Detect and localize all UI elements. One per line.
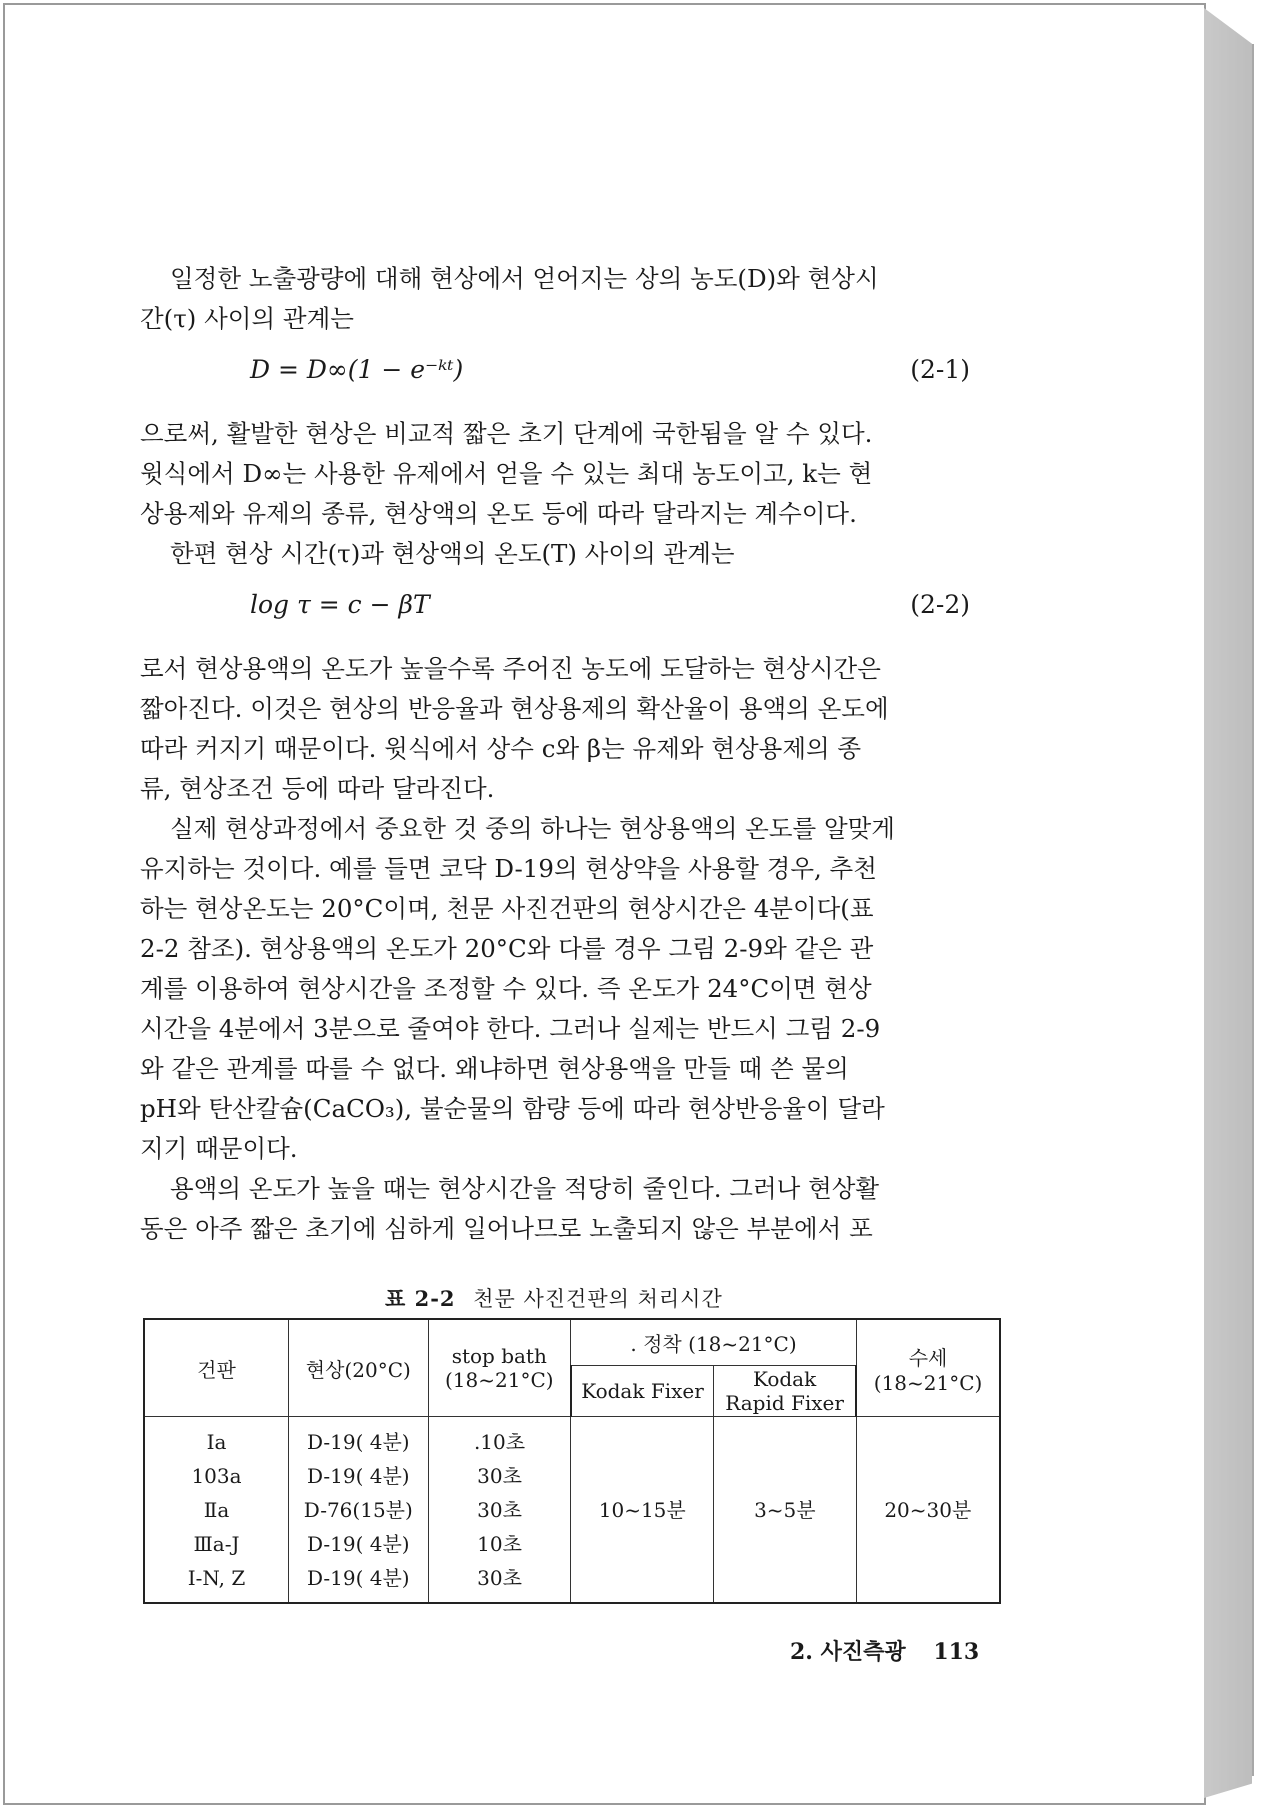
running-footer [790,1635,979,1666]
stop-bath-cell: 30초 [477,1463,522,1488]
stop-bath-cell: 30초 [477,1497,522,1522]
develop-cell: D-19( 4분) [306,1565,410,1590]
stop-bath-cell: 30초 [477,1565,522,1590]
chapter-title: 2. 사진측광 [790,1639,906,1665]
stop-bath-cell: .10초 [473,1429,526,1454]
text-line: 한편 현상 시간(τ)과 현상액의 온도(T) 사이의 관계는 [170,539,735,568]
plate-cell: Ⅰa [206,1429,227,1454]
text-line: 따라 커지기 때문이다. 윗식에서 상수 c와 β는 유제와 현상용제의 종 [140,734,862,763]
page-number: 113 [933,1639,980,1665]
text-line: 실제 현상과정에서 중요한 것 중의 하나는 현상용액의 온도를 알맞게 [170,814,895,843]
text-line: 2-2 참조). 현상용액의 온도가 20°C와 다를 경우 그림 2-9와 같은 관 [140,934,874,963]
text-line: 간(τ) 사이의 관계는 [140,304,354,333]
plate-column [144,1417,289,1604]
equation-expression: D = D∞(1 − e⁻ᵏᵗ) [250,355,464,384]
equation-2-1 [140,355,1010,391]
header-stop-bath-name: stop bath [451,1344,547,1368]
header-wash-temp: (18~21°C) [873,1370,983,1395]
equation-2-2 [140,590,1010,626]
wash-cell: 20~30분 [856,1417,1000,1604]
table-title: 천문 사진건판의 처리시간 [473,1287,723,1311]
develop-column [289,1417,429,1604]
header-stop-bath-temp: (18~21°C) [444,1368,554,1392]
text-line: 동은 아주 짧은 초기에 심하게 일어나므로 노출되지 않은 부분에서 포 [140,1214,873,1243]
text-line: 일정한 노출광량에 대해 현상에서 얻어지는 상의 농도(D)와 현상시 [170,264,879,293]
text-line: 유지하는 것이다. 예를 들면 코닥 D-19의 현상약을 사용할 경우, 추천 [140,854,877,883]
header-rapid-fixer [714,1366,857,1417]
text-line: 으로써, 활발한 현상은 비교적 짧은 초기 단계에 국한됨을 알 수 있다. [140,419,873,448]
equation-number: (2-1) [910,355,970,384]
develop-cell: D-76(15분) [303,1497,413,1522]
text-line: 로서 현상용액의 온도가 높을수록 주어진 농도에 도달하는 현상시간은 [140,654,881,683]
header-plate: 건판 [144,1319,289,1417]
text-line: 하는 현상온도는 20°C이며, 천문 사진건판의 현상시간은 4분이다(표 [140,894,874,923]
text-line: 윗식에서 D∞는 사용한 유제에서 얻을 수 있는 최대 농도이고, k는 현 [140,459,873,488]
table-number: 표 2-2 [385,1286,456,1311]
header-wash-name: 수세 [908,1345,948,1370]
text-line: 짧아진다. 이것은 현상의 반응율과 현상용제의 확산율이 용액의 온도에 [140,694,889,723]
header-wash [856,1319,1000,1417]
processing-time-table [143,1318,1001,1604]
equation-number: (2-2) [910,590,970,619]
text-line: 계를 이용하여 현상시간을 조정할 수 있다. 즉 온도가 24°C이면 현상 [140,974,872,1003]
develop-cell: D-19( 4분) [306,1463,410,1488]
develop-cell: D-19( 4분) [306,1531,410,1556]
header-stop-bath [428,1319,571,1417]
rapid-fixer-cell: 3~5분 [714,1417,857,1604]
header-kodak-fixer: Kodak Fixer [571,1366,714,1417]
text-line: pH와 탄산칼슘(CaCO₃), 불순물의 함량 등에 따라 현상반응율이 달라 [140,1094,885,1123]
equation-expression: log τ = c − βT [250,590,430,619]
text-line: 시간을 4분에서 3분으로 줄여야 한다. 그러나 실제는 반드시 그림 2-9 [140,1014,881,1043]
header-rapid-fixer-line2: Rapid Fixer [725,1391,844,1416]
table-caption [385,1283,723,1313]
text-line: 용액의 온도가 높을 때는 현상시간을 적당히 줄인다. 그러나 현상활 [170,1174,880,1203]
header-fix: . 정착 (18~21°C) [571,1319,856,1366]
plate-cell: 103a [191,1463,242,1488]
text-line: 류, 현상조건 등에 따라 달라진다. [140,774,495,803]
plate-cell: Ⅲa-J [193,1531,240,1556]
develop-cell: D-19( 4분) [306,1429,410,1454]
text-line: 지기 때문이다. [140,1134,298,1163]
table-row [144,1417,1000,1604]
plate-cell: Ⅱa [203,1497,230,1522]
header-develop: 현상(20°C) [289,1319,429,1417]
text-line: 상용제와 유제의 종류, 현상액의 온도 등에 따라 달라지는 계수이다. [140,499,857,528]
stop-bath-column [428,1417,571,1604]
stop-bath-cell: 10초 [477,1531,522,1556]
header-rapid-fixer-line1: Kodak [752,1367,817,1392]
text-line: 와 같은 관계를 따를 수 없다. 왜냐하면 현상용액을 만들 때 쓴 물의 [140,1054,849,1083]
page-stack-line [1252,44,1254,1776]
kodak-fixer-cell: 10~15분 [571,1417,714,1604]
page-stack-edge [1204,8,1252,1798]
plate-cell: Ⅰ-N, Z [187,1565,246,1590]
